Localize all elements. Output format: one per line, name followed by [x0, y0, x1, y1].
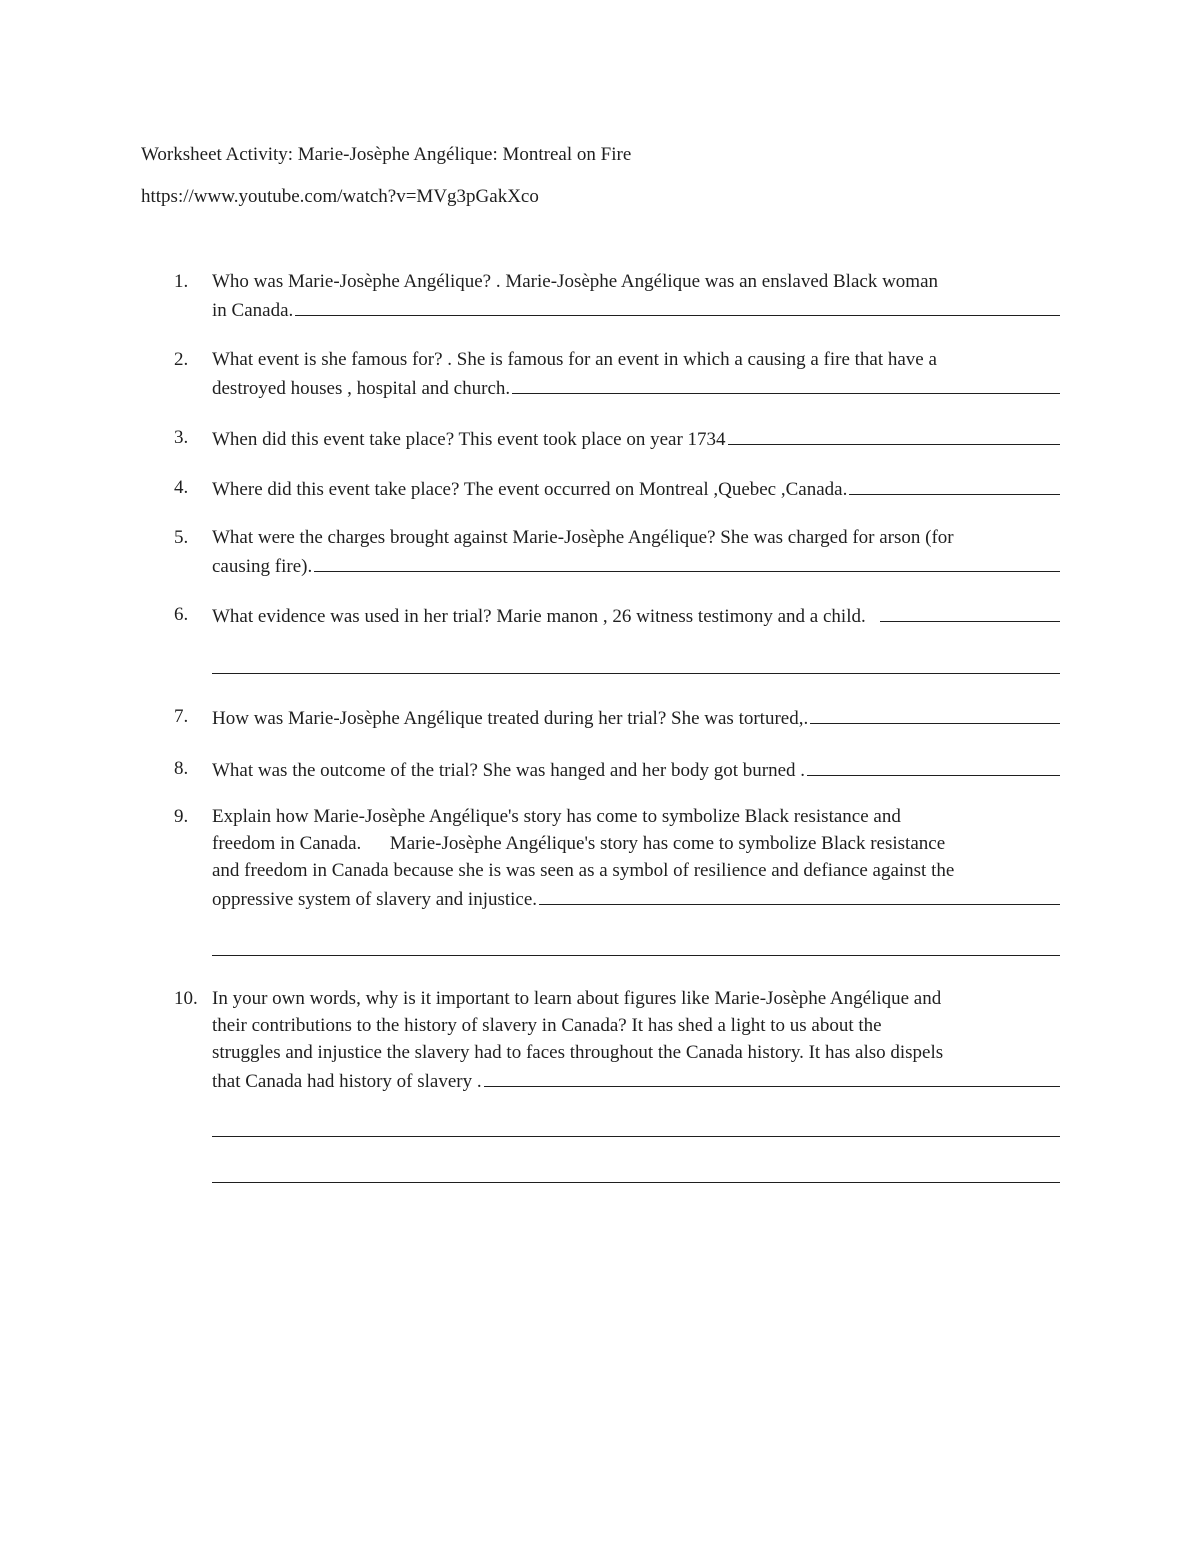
question-number: 5.	[174, 527, 189, 548]
answer-text: causing fire).	[212, 556, 313, 577]
answer-rule	[810, 703, 1060, 724]
question-text-line: and freedom in Canada because she is was seen as a symbol of resilience and defiance against the	[212, 860, 955, 881]
answer-rule	[728, 424, 1060, 445]
answer-rule	[849, 474, 1060, 495]
answer-line[interactable]	[212, 1066, 1060, 1095]
question-number: 4.	[174, 477, 189, 498]
question-text-line: Who was Marie-Josèphe Angélique? . Marie-Josèphe Angélique was an enslaved Black woman	[212, 271, 939, 292]
question-text-line: What were the charges brought against Marie-Josèphe Angélique? She was charged for arson (for	[212, 527, 954, 548]
answer-rule	[880, 601, 1060, 622]
answer-text: oppressive system of slavery and injustice.	[212, 889, 538, 910]
question-number: 7.	[174, 706, 189, 727]
answer-rule	[807, 755, 1060, 776]
blank-answer-line[interactable]	[212, 673, 1060, 674]
question-number: 6.	[174, 604, 189, 625]
answer-rule	[539, 884, 1060, 905]
question-number: 10.	[174, 988, 198, 1009]
answer-rule	[295, 295, 1060, 316]
answer-line[interactable]	[212, 373, 1060, 402]
question-4	[212, 474, 1060, 503]
answer-text: How was Marie-Josèphe Angélique treated during her trial? She was tortured,.	[212, 708, 809, 729]
answer-line[interactable]	[212, 474, 1060, 503]
question-5	[212, 524, 1060, 580]
question-1	[212, 268, 1060, 324]
answer-text: Where did this event take place? The event occurred on Montreal ,Quebec ,Canada.	[212, 479, 848, 500]
answer-text: destroyed houses , hospital and church.	[212, 378, 511, 399]
blank-answer-line[interactable]	[212, 1182, 1060, 1183]
question-text-line: What event is she famous for? . She is famous for an event in which a causing a fire that have a	[212, 349, 937, 370]
question-text-line: In your own words, why is it important to learn about figures like Marie-Josèphe Angélique and	[212, 988, 942, 1009]
question-2	[212, 346, 1060, 402]
answer-text: What was the outcome of the trial? She was hanged and her body got burned .	[212, 760, 806, 781]
question-number: 9.	[174, 806, 189, 827]
answer-text: What evidence was used in her trial? Marie manon , 26 witness testimony and a child.	[212, 606, 866, 627]
answer-line[interactable]	[212, 424, 1060, 453]
question-8	[212, 755, 1060, 784]
answer-rule	[484, 1066, 1060, 1087]
video-url[interactable]: https://www.youtube.com/watch?v=MVg3pGakXco	[141, 186, 539, 207]
question-number: 3.	[174, 427, 189, 448]
answer-text: that Canada had history of slavery .	[212, 1071, 482, 1092]
question-7	[212, 703, 1060, 732]
answer-line[interactable]	[212, 551, 1060, 580]
worksheet-title: Worksheet Activity: Marie-Josèphe Angélique: Montreal on Fire	[141, 144, 632, 165]
question-text-line: freedom in Canada. Marie-Josèphe Angélique's story has come to symbolize Black resistance	[212, 833, 946, 854]
answer-rule	[512, 373, 1060, 394]
blank-answer-line[interactable]	[212, 1136, 1060, 1137]
blank-answer-line[interactable]	[212, 955, 1060, 956]
answer-line[interactable]	[212, 755, 1060, 784]
answer-line[interactable]	[212, 601, 1060, 630]
question-3	[212, 424, 1060, 453]
question-number: 1.	[174, 271, 189, 292]
question-number: 2.	[174, 349, 189, 370]
question-9	[212, 803, 1060, 913]
answer-text: When did this event take place? This event took place on year 1734	[212, 429, 726, 450]
answer-rule	[314, 551, 1060, 572]
question-6	[212, 601, 1060, 630]
question-number: 8.	[174, 758, 189, 779]
answer-line[interactable]	[212, 295, 1060, 324]
answer-line[interactable]	[212, 703, 1060, 732]
question-text-line: Explain how Marie-Josèphe Angélique's story has come to symbolize Black resistance and	[212, 806, 901, 827]
question-text-line: their contributions to the history of slavery in Canada? It has shed a light to us about the	[212, 1015, 882, 1036]
question-10	[212, 985, 1060, 1095]
answer-text: in Canada.	[212, 300, 294, 321]
answer-line[interactable]	[212, 884, 1060, 913]
question-text-line: struggles and injustice the slavery had to faces throughout the Canada history. It has also dispels	[212, 1042, 944, 1063]
